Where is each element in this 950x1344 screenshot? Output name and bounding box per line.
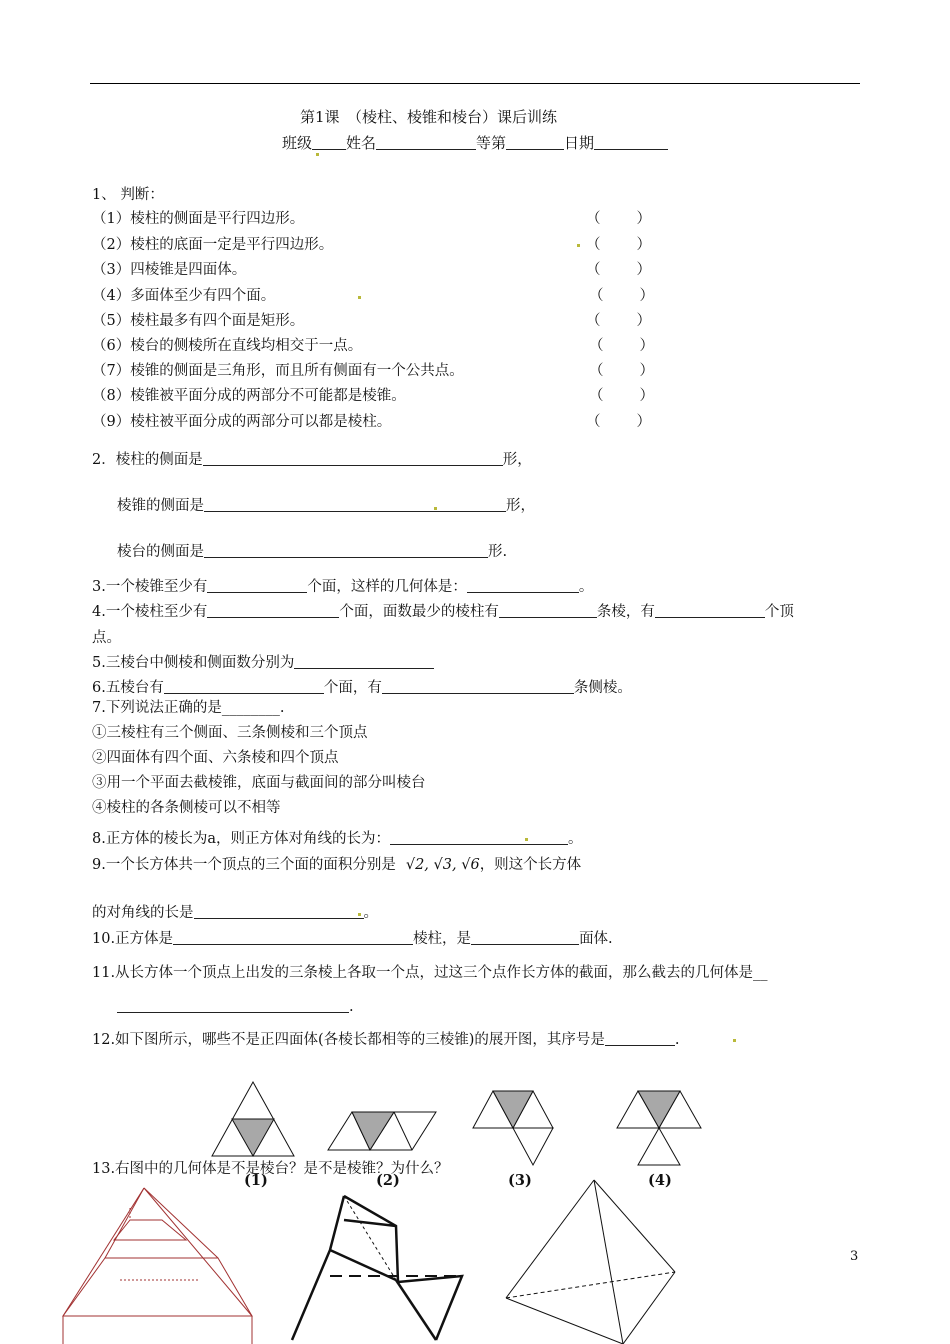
q1-item: （3）四棱锥是四面体。 [92, 262, 247, 278]
page-number: 3 [850, 1249, 859, 1264]
q9-a: 9.一个长方体共一个顶点的三个面的面积分别是 [92, 857, 396, 873]
fig-label-1: (1) [244, 1172, 268, 1189]
net-4 [617, 1091, 701, 1165]
q11: 11.从长方体一个顶点上出发的三条棱上各取一个点，过这三个点作长方体的截面，那么截去的几何体是__ [92, 965, 768, 981]
bold-solid-figure [292, 1196, 462, 1340]
scan-dot [358, 296, 361, 299]
tetrahedron-figure [506, 1180, 675, 1344]
scan-dot [434, 507, 437, 510]
q8-a: 8.正方体的棱长为a，则正方体对角线的长为： [92, 831, 390, 847]
q9-c: 的对角线的长是 [92, 905, 194, 921]
paren-close: ） [639, 363, 654, 379]
q9-math: √2, √3, √6 [405, 857, 480, 873]
q2-c-text: 棱台的侧面是 [117, 544, 204, 560]
scan-dot [577, 244, 580, 247]
paren-close: ） [639, 338, 654, 354]
q4-a: 4.一个棱柱至少有 [92, 604, 208, 620]
paren-close: ） [636, 262, 651, 278]
q3-c: 。 [578, 579, 594, 595]
paren-close: ） [636, 414, 651, 430]
q12-b: . [674, 1032, 680, 1048]
paren-close: ） [639, 388, 654, 404]
scan-dot [733, 1039, 736, 1042]
net-2 [328, 1112, 436, 1150]
q6-a: 6.五棱台有 [92, 680, 164, 696]
class-label: 班级 [282, 134, 313, 152]
paren-open: （ [589, 288, 604, 304]
net-3 [473, 1091, 553, 1165]
q12-a: 12.如下图所示，哪些不是正四面体(各棱长都相等的三棱锥)的展开图，其序号是 [92, 1032, 605, 1048]
q1-item: （8）棱锥被平面分成的两部分不可能都是棱锥。 [92, 388, 406, 404]
net-1 [212, 1082, 294, 1156]
q1-item: （2）棱柱的底面一定是平行四边形。 [92, 237, 334, 253]
q4-c: 条棱，有 [596, 604, 655, 620]
paren-open: （ [586, 313, 601, 329]
name-label: 姓名 [346, 134, 377, 152]
q10-a: 10.正方体是 [92, 931, 174, 947]
q7-option-3: ③用一个平面去截棱锥，底面与截面间的部分叫棱台 [92, 775, 426, 791]
q2-b-end: 形， [506, 498, 535, 514]
paren-open: （ [589, 363, 604, 379]
q13: 13.右图中的几何体是不是棱台？是不是棱锥？为什么？ [92, 1161, 449, 1177]
paren-close: ） [636, 211, 651, 227]
q2-a-end: 形， [502, 452, 532, 468]
q2-b-text: 棱锥的侧面是 [117, 498, 204, 514]
q9-b: ，则这个长方体 [479, 857, 582, 873]
paren-open: （ [589, 388, 604, 404]
scan-dot [316, 153, 319, 156]
scan-dot [358, 913, 361, 916]
q2-c-end: 形. [488, 544, 508, 560]
paren-close: ） [639, 288, 654, 304]
q1-label: 1、 判断： [92, 187, 164, 203]
page-title: 第1课 （棱柱、棱锥和棱台）课后训练 [300, 108, 558, 126]
fig-label-3: (3) [508, 1172, 532, 1189]
q1-item: （4）多面体至少有四个面。 [92, 288, 276, 304]
q2-a-text: 2．棱柱的侧面是 [92, 452, 203, 468]
q8-b: 。 [567, 831, 583, 847]
q1-item: （7）棱锥的侧面是三角形，而且所有侧面有一个公共点。 [92, 363, 464, 379]
fig-label-2: (2) [376, 1172, 400, 1189]
paren-open: （ [586, 237, 601, 253]
paren-open: （ [586, 262, 601, 278]
date-label: 日期 [564, 134, 595, 152]
q6-c: 条侧棱。 [573, 680, 632, 696]
q1-item: （9）棱柱被平面分成的两部分可以都是棱柱。 [92, 414, 392, 430]
q11-b: . [349, 999, 354, 1015]
rank-label: 等第 [476, 134, 507, 152]
q3-b: 个面，这样的几何体是： [307, 579, 467, 595]
q7: 7.下列说法正确的是________. [92, 700, 285, 716]
q10-b: 棱柱，是 [413, 931, 472, 947]
q10-c: 面体. [579, 931, 613, 947]
q1-item: （6）棱台的侧棱所在直线均相交于一点。 [92, 338, 363, 354]
q1-item: （1）棱柱的侧面是平行四边形。 [92, 211, 305, 227]
paren-close: ） [636, 313, 651, 329]
q3-a: 3.一个棱锥至少有 [92, 579, 208, 595]
q6-b: 个面，有 [323, 680, 382, 696]
q4-cont: 点。 [92, 630, 121, 646]
scan-dot [525, 838, 528, 841]
q7-option-4: ④棱柱的各条侧棱可以不相等 [92, 800, 281, 816]
q7-option-1: ①三棱柱有三个侧面、三条侧棱和三个顶点 [92, 725, 368, 741]
paren-open: （ [586, 414, 601, 430]
q4-b: 个面，面数最少的棱柱有 [339, 604, 499, 620]
paren-open: （ [586, 211, 601, 227]
q9-d: 。 [363, 905, 378, 921]
q4-d: 个顶 [764, 604, 794, 620]
red-solid-figure [63, 1188, 252, 1344]
paren-open: （ [589, 338, 604, 354]
fig-label-4: (4) [648, 1172, 672, 1189]
q7-option-2: ②四面体有四个面、六条棱和四个顶点 [92, 750, 339, 766]
paren-close: ） [636, 237, 651, 253]
q1-item: （5）棱柱最多有四个面是矩形。 [92, 313, 305, 329]
q5-a: 5.三棱台中侧棱和侧面数分别为 [92, 655, 295, 671]
